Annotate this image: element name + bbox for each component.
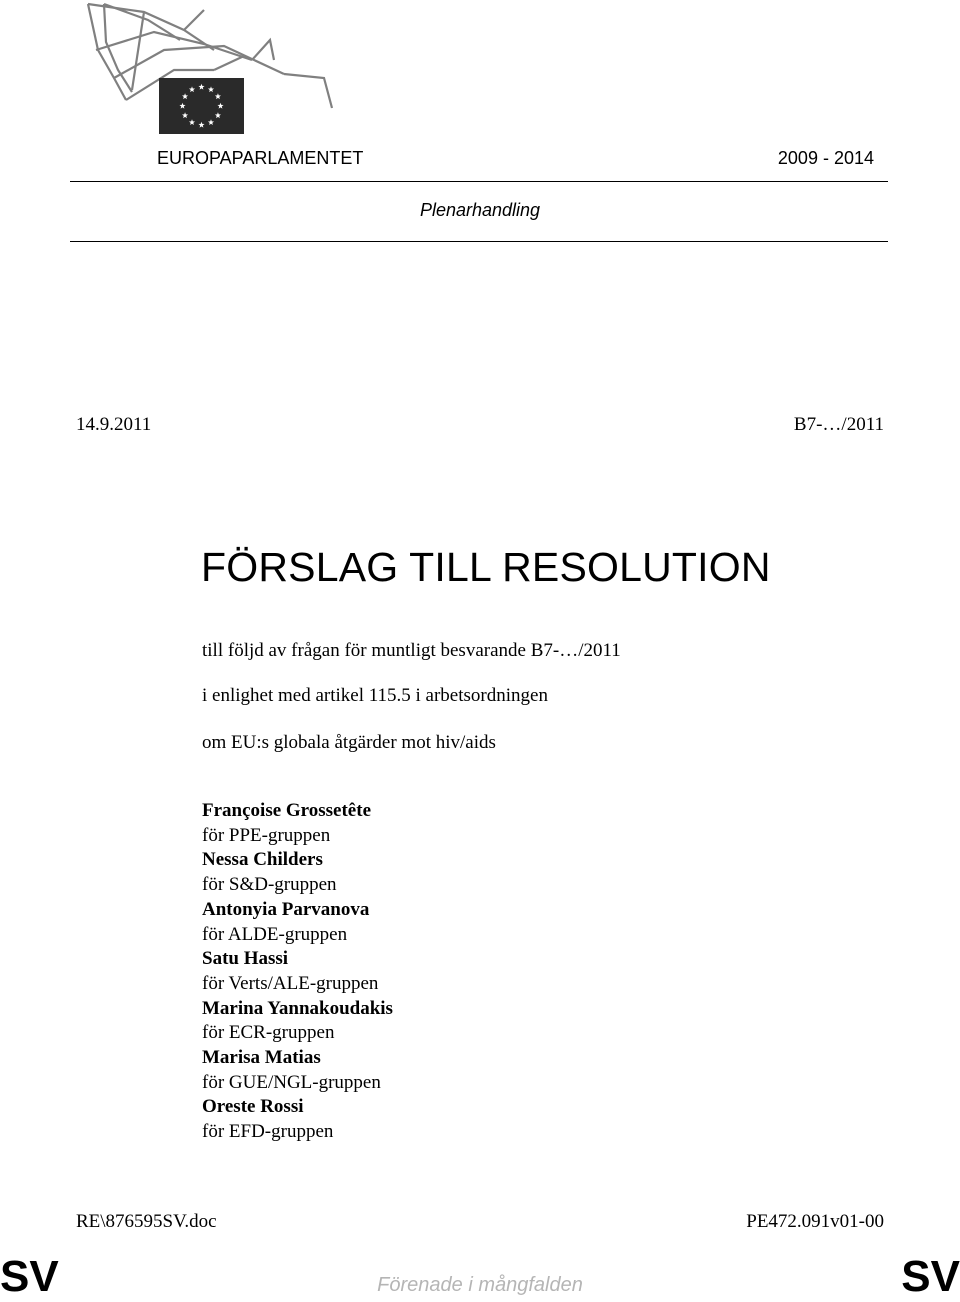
author-group: för ECR-gruppen <box>202 1022 335 1044</box>
author-name: Marina Yannakoudakis <box>202 997 393 1019</box>
language-code: SV <box>0 1252 59 1301</box>
author-group: för ALDE-gruppen <box>202 923 348 945</box>
author-group: för PPE-gruppen <box>202 824 331 846</box>
eu-motto: Förenade i mångfalden <box>377 1274 583 1296</box>
author-name: Antonyia Parvanova <box>202 898 370 920</box>
document-file-name: RE\876595SV.doc <box>76 1211 217 1232</box>
author-name: Marisa Matias <box>202 1047 321 1069</box>
subtitle-rule: i enlighet med artikel 115.5 i arbetsordningen <box>202 685 548 706</box>
document-date: 14.9.2011 <box>76 414 152 435</box>
author-group: för EFD-gruppen <box>202 1121 334 1143</box>
pe-number: PE472.091v01-00 <box>746 1211 884 1232</box>
header-divider <box>70 241 888 242</box>
authors-list <box>202 799 393 1145</box>
european-parliament-logo-icon <box>84 0 344 140</box>
document-reference: B7-…/2011 <box>793 414 884 435</box>
author-group: för GUE/NGL-gruppen <box>202 1071 381 1093</box>
author-group: för S&D-gruppen <box>202 874 337 896</box>
author-group: för Verts/ALE-gruppen <box>202 972 379 994</box>
author-name: Oreste Rossi <box>202 1096 304 1118</box>
subtitle-question: till följd av frågan för muntligt besvarande B7-…/2011 <box>202 640 621 661</box>
parliamentary-term: 2009 - 2014 <box>777 148 874 168</box>
subtitle-subject: om EU:s globala åtgärder mot hiv/aids <box>202 732 496 753</box>
page-title: FÖRSLAG TILL RESOLUTION <box>201 544 771 590</box>
organization-name: EUROPAPARLAMENTET <box>157 148 364 168</box>
document-type: Plenarhandling <box>419 200 541 220</box>
author-name: Françoise Grossetête <box>202 800 372 821</box>
language-code: SV <box>901 1252 960 1301</box>
header-divider <box>70 181 888 182</box>
author-name: Satu Hassi <box>202 948 289 970</box>
author-name: Nessa Childers <box>202 849 323 871</box>
